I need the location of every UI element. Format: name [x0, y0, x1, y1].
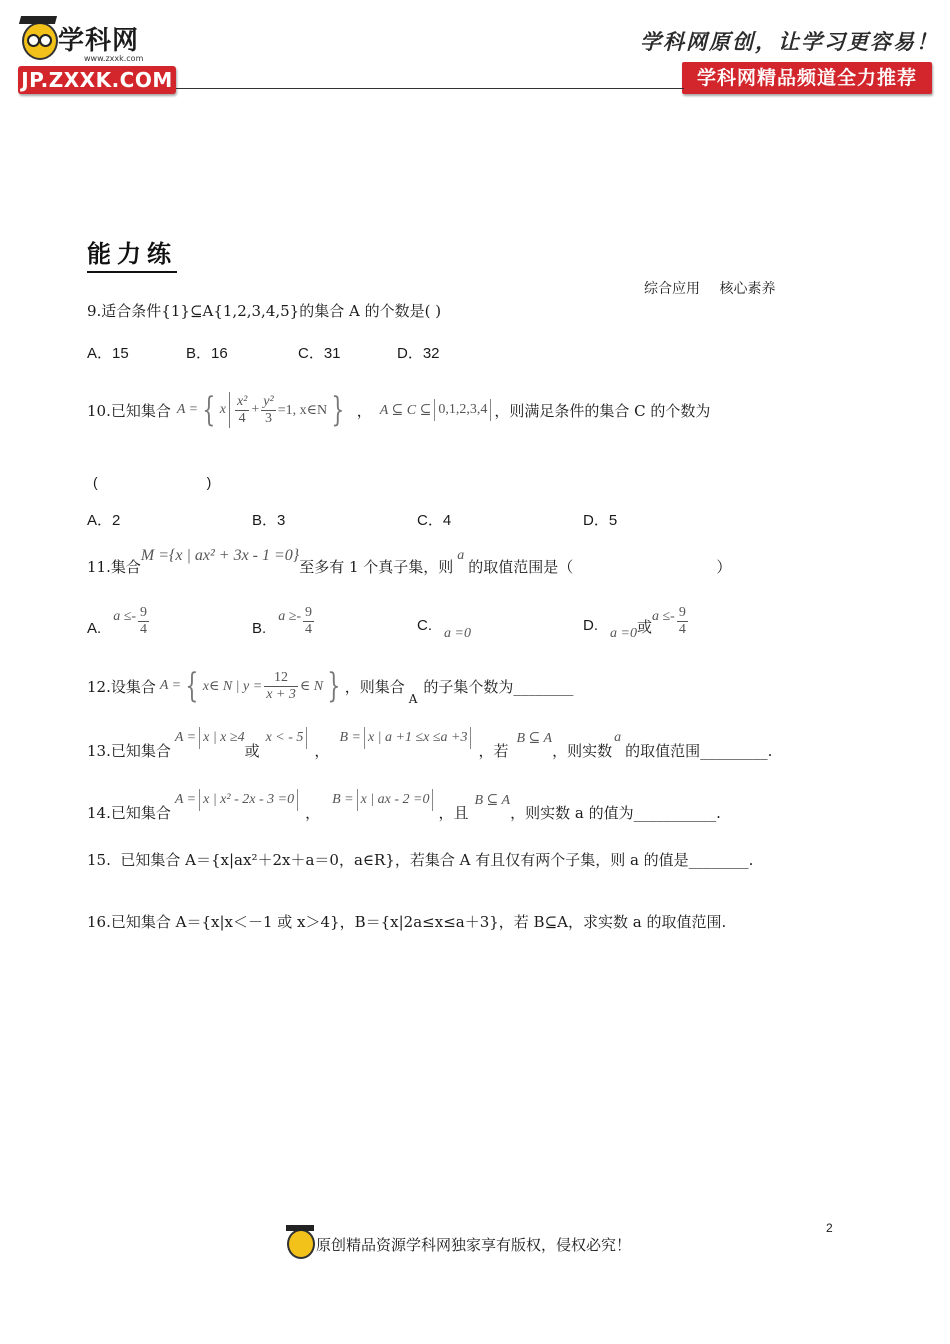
- logo: [18, 14, 180, 94]
- q9-option-b: B．16: [186, 345, 228, 362]
- owl-mascot-icon: [22, 22, 58, 60]
- q10-left-brace: {: [202, 390, 216, 430]
- q10-cond: =1, x∈N: [277, 402, 328, 418]
- q9-option-d: D．32: [397, 345, 440, 362]
- q10-bar: [229, 392, 230, 428]
- q10-option-c: C．4: [417, 512, 452, 529]
- logo-url: www.zxxk.com: [84, 54, 144, 63]
- header-banner: 学科网精品频道全力推荐: [682, 62, 932, 94]
- q11-option-d: D. a =0 或 a ≤- $\frac{9}{4}$: [583, 604, 686, 641]
- q10-option-d: D．5: [583, 512, 618, 529]
- page-number: 2: [826, 1221, 833, 1235]
- section-tags: 综合应用 核心素养: [644, 280, 776, 296]
- q9-option-a: A．15: [87, 345, 129, 362]
- footer-owl-icon: [287, 1229, 315, 1259]
- q11-option-b: B. a ≥- $\frac{9}{4}$: [252, 604, 313, 637]
- q10-frac-1: $\frac{\text{x²}}{4}$: [236, 393, 248, 426]
- question-9: 9.适合条件{1}⊆A{1,2,3,4,5}的集合 A 的个数是( ): [87, 302, 442, 320]
- section-title: 能力练: [87, 234, 177, 273]
- q10-option-b: B．3: [252, 512, 286, 529]
- question-16: 16.已知集合 A＝{x|x＜－1 或 x＞4}，B＝{x|2a≤x≤a＋3}，若 B⊆A，求实数 a 的取值范围.: [87, 913, 727, 931]
- q11-prefix: 11.集合: [87, 557, 141, 576]
- q10-right-brace: }: [331, 390, 345, 430]
- q11-a: a: [457, 548, 465, 563]
- q11-option-c: C. a =0: [417, 616, 471, 641]
- q11-set: M ={x | ax² + 3x - 1 =0}: [140, 547, 300, 564]
- q10-plus: +: [251, 402, 260, 417]
- footer-copyright: 原创精品资源学科网独家享有版权，侵权必究！: [316, 1236, 632, 1254]
- q10-prefix: 10.已知集合: [87, 401, 171, 420]
- question-15: 15. 已知集合 A＝{x|ax²＋2x＋a＝0，a∈R}，若集合 A 有且仅有两个子集，则 a 的值是________.: [87, 851, 754, 869]
- header-slogan: 学科网原创，让学习更容易！: [640, 29, 939, 54]
- question-11: [87, 544, 731, 580]
- logo-title: 学科网: [58, 26, 140, 56]
- q10-answer-paren: ( ): [93, 474, 212, 490]
- header-divider: [176, 88, 684, 89]
- q10-chain: A ⊆ C ⊆: [379, 402, 432, 418]
- q12-suffix: 的子集个数为________: [423, 677, 574, 696]
- q9-option-c: C．31: [298, 345, 341, 362]
- q10-set-a: A =: [176, 402, 199, 417]
- q11-suffix: 至多有 1 个真子集，则: [299, 557, 454, 576]
- q12-prefix: 12.设集合: [87, 677, 156, 696]
- q11-suffix-2: 的取值范围是（ ）: [468, 557, 732, 576]
- question-13: 13.已知集合 A = x | x ≥4 或 x < - 5 ， B = x | a +1 ≤x ≤a +3 ，若 B ⊆ A ，则实数 a 的取值范围_________.: [87, 724, 772, 760]
- q10-set: 0,1,2,3,4: [438, 402, 488, 417]
- q11-option-a: A. a ≤- $\frac{9}{4}$: [87, 604, 148, 637]
- q10-suffix: ，则满足条件的集合 C 的个数为: [494, 401, 711, 420]
- logo-banner: JP.ZXXK.COM: [18, 66, 176, 94]
- question-12: 12.设集合 A = { x∈ N | y = $\frac{12}{x + 3}$ ∈ N } ，则集合 A 的子集个数为________: [87, 666, 574, 706]
- q10-x: x: [219, 402, 226, 417]
- question-10: 10.已知集合 A = { x $\frac{\text{x²}}{4}$ + $\frac{\text{y²}}{3}$ =1, x∈N } ， A ⊆ C ⊆ 0,1,2,3,4 ，则满足条件的集合 C 的个数为: [87, 390, 711, 430]
- question-14: 14.已知集合 A = x | x² - 2x - 3 =0 ， B = x | ax - 2 =0 ，且 B ⊆ A ，则实数 a 的值为___________.: [87, 786, 721, 822]
- q10-frac-2: $\frac{\text{y²}}{3}$: [263, 393, 274, 426]
- q10-option-a: A．2: [87, 512, 121, 529]
